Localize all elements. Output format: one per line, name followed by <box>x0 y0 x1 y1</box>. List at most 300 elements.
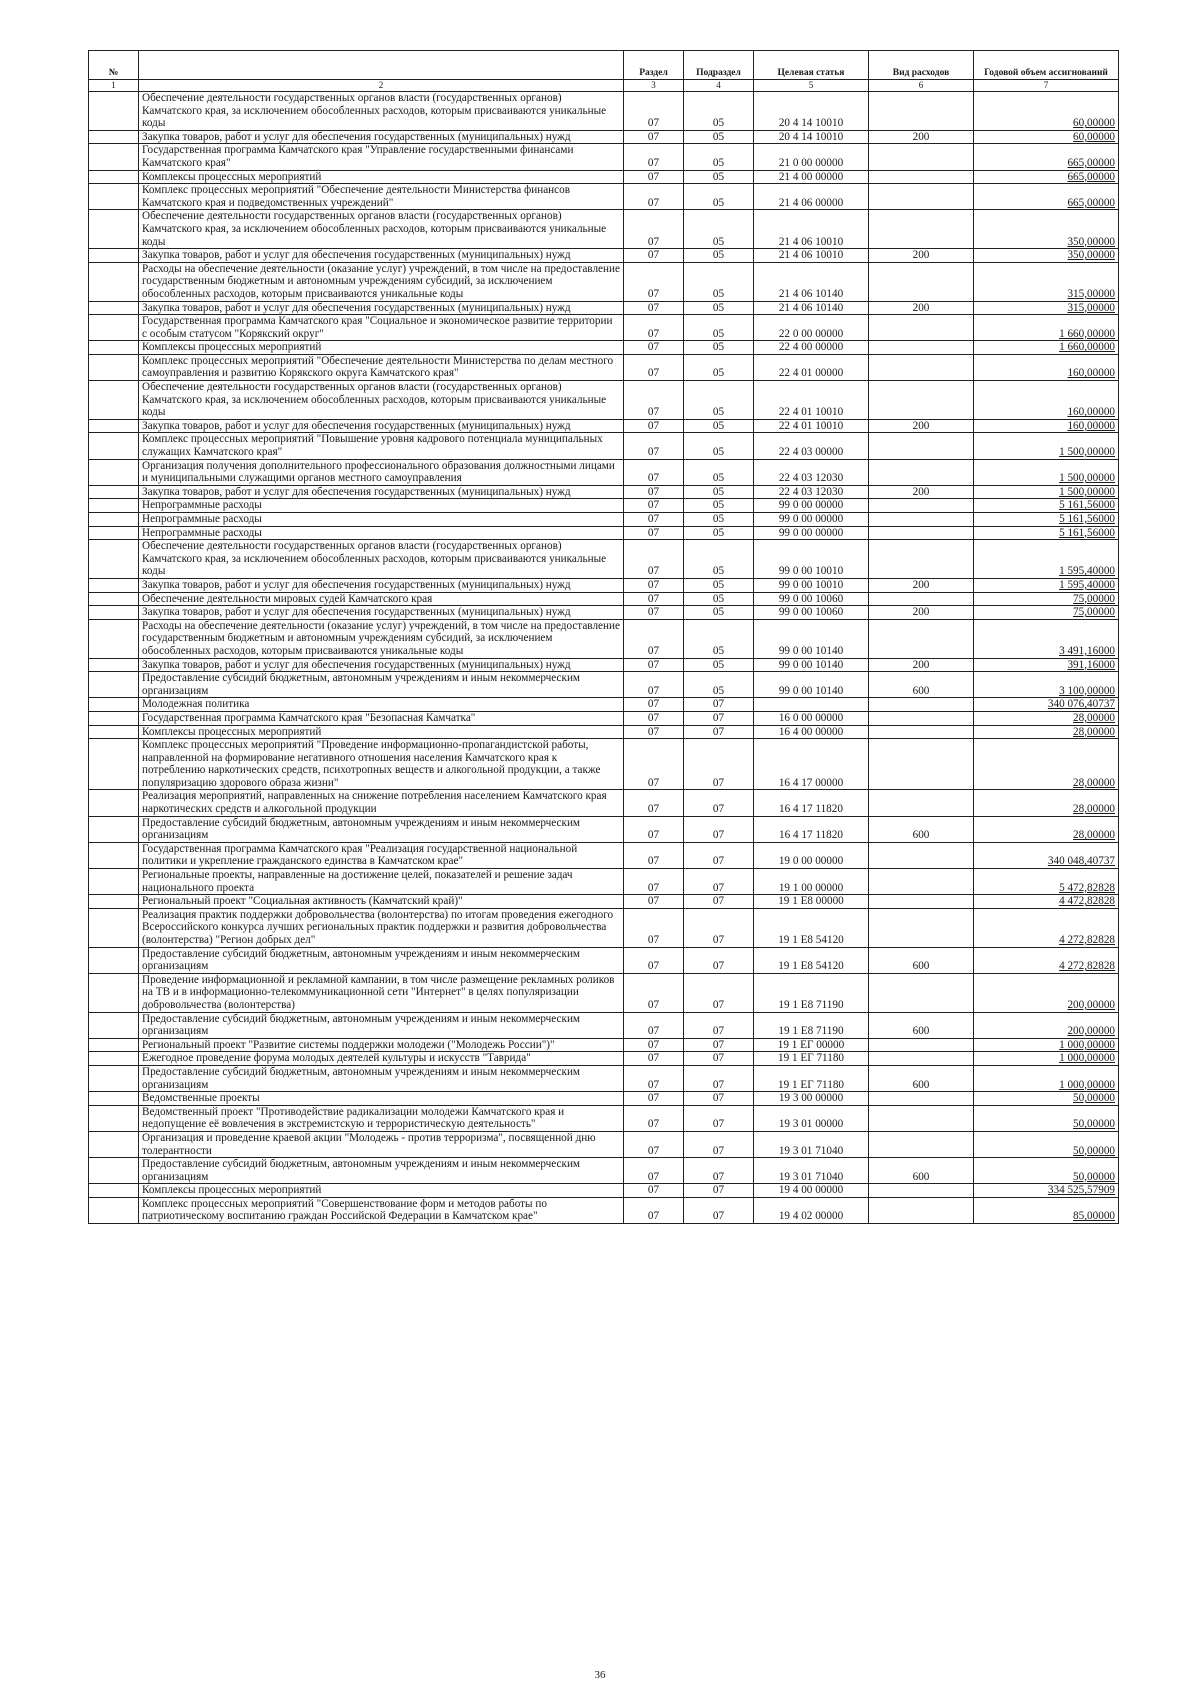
row-amount-cell: 50,00000 <box>974 1105 1119 1131</box>
row-expense-kind-cell <box>869 354 974 380</box>
row-amount-cell: 350,00000 <box>974 249 1119 263</box>
row-section-cell: 07 <box>624 908 684 947</box>
row-subsection-cell: 05 <box>684 419 754 433</box>
table-row <box>89 485 1119 499</box>
table-row <box>89 869 1119 895</box>
row-subsection-cell: 07 <box>684 1052 754 1066</box>
row-expense-kind-cell <box>869 1038 974 1052</box>
row-subsection-cell: 05 <box>684 381 754 420</box>
row-section-cell: 07 <box>624 1038 684 1052</box>
table-row <box>89 499 1119 513</box>
row-subsection-cell: 05 <box>684 210 754 249</box>
row-name-cell: Комплексы процессных мероприятий <box>139 341 624 355</box>
table-row <box>89 341 1119 355</box>
row-expense-kind-cell <box>869 869 974 895</box>
table-row <box>89 619 1119 658</box>
table-row <box>89 842 1119 868</box>
row-section-cell: 07 <box>624 315 684 341</box>
row-section-cell: 07 <box>624 1184 684 1198</box>
row-amount-cell: 1 500,00000 <box>974 459 1119 485</box>
row-name-cell: Закупка товаров, работ и услуг для обеспечения государственных (муниципальных) нужд <box>139 419 624 433</box>
row-section-cell: 07 <box>624 513 684 527</box>
row-amount-cell: 28,00000 <box>974 725 1119 739</box>
row-expense-kind-cell <box>869 170 974 184</box>
row-section-cell: 07 <box>624 592 684 606</box>
row-section-cell: 07 <box>624 1012 684 1038</box>
row-target-article-cell: 22 4 03 12030 <box>754 459 869 485</box>
row-section-cell: 07 <box>624 419 684 433</box>
row-number-cell <box>89 1131 139 1157</box>
row-number-cell <box>89 711 139 725</box>
row-expense-kind-cell: 200 <box>869 419 974 433</box>
row-expense-kind-cell: 200 <box>869 578 974 592</box>
row-subsection-cell: 05 <box>684 606 754 620</box>
row-target-article-cell: 16 4 17 00000 <box>754 739 869 790</box>
row-amount-cell: 75,00000 <box>974 606 1119 620</box>
row-amount-cell: 160,00000 <box>974 354 1119 380</box>
row-name-cell: Организация получения дополнительного профессионального образования должностными лицами и муниципальными служащими органов местного самоуправления <box>139 459 624 485</box>
row-amount-cell: 1 660,00000 <box>974 315 1119 341</box>
table-row <box>89 1065 1119 1091</box>
table-row <box>89 908 1119 947</box>
header-index-7: 7 <box>974 80 1119 92</box>
row-name-cell: Предоставление субсидий бюджетным, автономным учреждениям и иным некоммерческим организациям <box>139 672 624 698</box>
row-name-cell: Государственная программа Камчатского края "Безопасная Камчатка" <box>139 711 624 725</box>
row-target-article-cell: 19 1 E8 00000 <box>754 895 869 909</box>
table-row <box>89 1131 1119 1157</box>
row-subsection-cell: 07 <box>684 1012 754 1038</box>
row-section-cell: 07 <box>624 540 684 579</box>
row-section-cell: 07 <box>624 739 684 790</box>
row-number-cell <box>89 947 139 973</box>
row-subsection-cell: 07 <box>684 725 754 739</box>
row-target-article-cell: 19 1 EГ 00000 <box>754 1038 869 1052</box>
row-subsection-cell: 07 <box>684 1092 754 1106</box>
table-row <box>89 672 1119 698</box>
row-subsection-cell: 07 <box>684 869 754 895</box>
row-subsection-cell: 05 <box>684 540 754 579</box>
row-name-cell: Региональные проекты, направленные на достижение целей, показателей и решение задач национального проекта <box>139 869 624 895</box>
row-name-cell: Непрограммные расходы <box>139 526 624 540</box>
row-name-cell: Реализация практик поддержки добровольчества (волонтерства) по итогам проведения ежегодного Всероссийского конкурса лучших региональных практик поддержки и развития добровольчества (волонтерства) "Регион добрых дел" <box>139 908 624 947</box>
row-expense-kind-cell <box>869 592 974 606</box>
table-row <box>89 170 1119 184</box>
row-target-article-cell: 19 1 EГ 71180 <box>754 1065 869 1091</box>
row-expense-kind-cell <box>869 895 974 909</box>
row-subsection-cell: 05 <box>684 513 754 527</box>
table-row <box>89 513 1119 527</box>
row-number-cell <box>89 499 139 513</box>
row-section-cell: 07 <box>624 658 684 672</box>
table-row <box>89 315 1119 341</box>
row-target-article-cell: 99 0 00 10010 <box>754 540 869 579</box>
row-amount-cell: 28,00000 <box>974 790 1119 816</box>
row-number-cell <box>89 381 139 420</box>
row-subsection-cell: 07 <box>684 1131 754 1157</box>
table-row <box>89 790 1119 816</box>
row-expense-kind-cell <box>869 908 974 947</box>
row-target-article-cell: 21 0 00 00000 <box>754 144 869 170</box>
row-number-cell <box>89 92 139 131</box>
row-section-cell: 07 <box>624 526 684 540</box>
row-name-cell: Ведомственный проект "Противодействие радикализации молодежи Камчатского края и недопущение её вовлечения в экстремистскую и террористическую деятельность" <box>139 1105 624 1131</box>
row-section-cell: 07 <box>624 1105 684 1131</box>
row-name-cell: Молодежная политика <box>139 698 624 712</box>
row-section-cell: 07 <box>624 170 684 184</box>
row-expense-kind-cell: 200 <box>869 301 974 315</box>
row-expense-kind-cell <box>869 711 974 725</box>
row-number-cell <box>89 433 139 459</box>
row-name-cell: Комплексы процессных мероприятий <box>139 1184 624 1198</box>
table-row <box>89 92 1119 131</box>
row-number-cell <box>89 170 139 184</box>
row-name-cell: Обеспечение деятельности государственных органов власти (государственных органов) Камчатского края, за исключением обособленных расходов, которым присваиваются уникальные коды <box>139 540 624 579</box>
row-number-cell <box>89 1105 139 1131</box>
table-row <box>89 354 1119 380</box>
row-expense-kind-cell: 600 <box>869 816 974 842</box>
row-section-cell: 07 <box>624 869 684 895</box>
row-amount-cell: 50,00000 <box>974 1092 1119 1106</box>
row-target-article-cell: 21 4 06 10140 <box>754 262 869 301</box>
row-number-cell <box>89 973 139 1012</box>
row-amount-cell: 75,00000 <box>974 592 1119 606</box>
row-section-cell: 07 <box>624 485 684 499</box>
row-subsection-cell: 05 <box>684 144 754 170</box>
row-number-cell <box>89 592 139 606</box>
row-amount-cell: 4 472,82828 <box>974 895 1119 909</box>
row-target-article-cell: 99 0 00 00000 <box>754 526 869 540</box>
row-name-cell: Комплекс процессных мероприятий "Обеспечение деятельности Министерства финансов Камчатского края и подведомственных учреждений" <box>139 184 624 210</box>
row-name-cell: Обеспечение деятельности государственных органов власти (государственных органов) Камчатского края, за исключением обособленных расходов, которым присваиваются уникальные коды <box>139 210 624 249</box>
row-section-cell: 07 <box>624 895 684 909</box>
row-amount-cell: 665,00000 <box>974 144 1119 170</box>
row-section-cell: 07 <box>624 619 684 658</box>
row-name-cell: Закупка товаров, работ и услуг для обеспечения государственных (муниципальных) нужд <box>139 578 624 592</box>
row-target-article-cell: 19 3 00 00000 <box>754 1092 869 1106</box>
row-name-cell: Непрограммные расходы <box>139 499 624 513</box>
row-name-cell: Проведение информационной и рекламной кампании, в том числе размещение рекламных роликов на ТВ и в информационно-телекоммуникационной сети "Интернет" в целях популяризации добровольчества (волонтерства) <box>139 973 624 1012</box>
row-target-article-cell: 19 1 E8 54120 <box>754 947 869 973</box>
header-index-3: 3 <box>624 80 684 92</box>
row-section-cell: 07 <box>624 1065 684 1091</box>
table-row <box>89 578 1119 592</box>
row-number-cell <box>89 354 139 380</box>
table-row <box>89 739 1119 790</box>
table-row <box>89 711 1119 725</box>
row-amount-cell: 340 076,40737 <box>974 698 1119 712</box>
row-number-cell <box>89 513 139 527</box>
row-target-article-cell: 22 0 00 00000 <box>754 315 869 341</box>
row-amount-cell: 1 595,40000 <box>974 578 1119 592</box>
row-number-cell <box>89 1012 139 1038</box>
row-amount-cell: 160,00000 <box>974 381 1119 420</box>
row-subsection-cell: 05 <box>684 485 754 499</box>
row-subsection-cell: 05 <box>684 341 754 355</box>
row-amount-cell: 5 161,56000 <box>974 513 1119 527</box>
row-amount-cell: 350,00000 <box>974 210 1119 249</box>
row-name-cell: Государственная программа Камчатского края "Социальное и экономическое развитие территории с особым статусом "Корякский округ" <box>139 315 624 341</box>
table-row <box>89 301 1119 315</box>
row-subsection-cell: 07 <box>684 1105 754 1131</box>
row-amount-cell: 665,00000 <box>974 184 1119 210</box>
row-section-cell: 07 <box>624 1158 684 1184</box>
row-subsection-cell: 05 <box>684 459 754 485</box>
row-section-cell: 07 <box>624 341 684 355</box>
row-subsection-cell: 05 <box>684 130 754 144</box>
row-name-cell: Региональный проект "Развитие системы поддержки молодежи ("Молодежь России")" <box>139 1038 624 1052</box>
row-section-cell: 07 <box>624 459 684 485</box>
row-section-cell: 07 <box>624 725 684 739</box>
row-target-article-cell: 22 4 03 12030 <box>754 485 869 499</box>
table-row <box>89 526 1119 540</box>
row-name-cell: Обеспечение деятельности мировых судей Камчатского края <box>139 592 624 606</box>
row-expense-kind-cell: 600 <box>869 1065 974 1091</box>
row-section-cell: 07 <box>624 698 684 712</box>
row-expense-kind-cell <box>869 1131 974 1157</box>
table-row <box>89 895 1119 909</box>
row-subsection-cell: 05 <box>684 262 754 301</box>
row-subsection-cell: 05 <box>684 184 754 210</box>
row-target-article-cell: 19 1 00 00000 <box>754 869 869 895</box>
row-subsection-cell: 05 <box>684 301 754 315</box>
row-target-article-cell: 21 4 06 10010 <box>754 249 869 263</box>
row-expense-kind-cell: 600 <box>869 672 974 698</box>
table-row <box>89 1184 1119 1198</box>
row-target-article-cell: 16 4 17 11820 <box>754 790 869 816</box>
row-number-cell <box>89 184 139 210</box>
header-subsection: Подраздел <box>684 51 754 80</box>
row-section-cell: 07 <box>624 842 684 868</box>
row-amount-cell: 28,00000 <box>974 739 1119 790</box>
row-amount-cell: 60,00000 <box>974 92 1119 131</box>
row-target-article-cell: 19 1 E8 71190 <box>754 1012 869 1038</box>
row-section-cell: 07 <box>624 1092 684 1106</box>
row-number-cell <box>89 249 139 263</box>
row-target-article-cell: 21 4 06 00000 <box>754 184 869 210</box>
row-subsection-cell: 05 <box>684 672 754 698</box>
row-expense-kind-cell <box>869 381 974 420</box>
row-target-article-cell: 99 0 00 10010 <box>754 578 869 592</box>
header-annual-volume: Годовой объем ассигнований <box>974 51 1119 80</box>
row-name-cell: Комплекс процессных мероприятий "Обеспечение деятельности Министерства по делам местного самоуправления и развитию Корякского округа Камчатского края" <box>139 354 624 380</box>
row-subsection-cell: 07 <box>684 947 754 973</box>
row-subsection-cell: 05 <box>684 170 754 184</box>
row-number-cell <box>89 895 139 909</box>
row-amount-cell: 340 048,40737 <box>974 842 1119 868</box>
row-number-cell <box>89 526 139 540</box>
row-subsection-cell: 07 <box>684 1065 754 1091</box>
row-subsection-cell: 05 <box>684 433 754 459</box>
table-row <box>89 249 1119 263</box>
row-target-article-cell: 19 3 01 00000 <box>754 1105 869 1131</box>
table-header <box>89 51 1119 92</box>
row-section-cell: 07 <box>624 578 684 592</box>
row-target-article-cell: 19 0 00 00000 <box>754 842 869 868</box>
table-row <box>89 540 1119 579</box>
row-name-cell: Расходы на обеспечение деятельности (оказание услуг) учреждений, в том числе на предоставление государственным бюджетным и автономным учреждениям субсидий, за исключением обособленных расходов, которым присваиваются уникальные коды <box>139 262 624 301</box>
row-subsection-cell: 05 <box>684 658 754 672</box>
row-expense-kind-cell <box>869 739 974 790</box>
row-expense-kind-cell: 200 <box>869 606 974 620</box>
row-amount-cell: 391,16000 <box>974 658 1119 672</box>
page-number: 36 <box>594 1669 606 1681</box>
row-section-cell: 07 <box>624 499 684 513</box>
row-amount-cell: 160,00000 <box>974 419 1119 433</box>
table-row <box>89 725 1119 739</box>
row-target-article-cell: 99 0 00 00000 <box>754 499 869 513</box>
row-amount-cell: 50,00000 <box>974 1131 1119 1157</box>
row-section-cell: 07 <box>624 301 684 315</box>
row-section-cell: 07 <box>624 130 684 144</box>
header-target-article: Целевая статья <box>754 51 869 80</box>
header-expense-kind: Вид расходов <box>869 51 974 80</box>
budget-table-sheet <box>88 50 1118 1224</box>
row-section-cell: 07 <box>624 262 684 301</box>
row-target-article-cell: 19 1 E8 71190 <box>754 973 869 1012</box>
row-amount-cell: 3 100,00000 <box>974 672 1119 698</box>
row-amount-cell: 60,00000 <box>974 130 1119 144</box>
table-row <box>89 130 1119 144</box>
row-target-article-cell: 16 0 00 00000 <box>754 711 869 725</box>
row-name-cell: Комплексы процессных мероприятий <box>139 170 624 184</box>
row-expense-kind-cell: 600 <box>869 1012 974 1038</box>
row-number-cell <box>89 578 139 592</box>
row-name-cell: Обеспечение деятельности государственных органов власти (государственных органов) Камчатского края, за исключением обособленных расходов, которым присваиваются уникальные коды <box>139 381 624 420</box>
row-target-article-cell: 22 4 01 10010 <box>754 419 869 433</box>
row-subsection-cell: 07 <box>684 1184 754 1198</box>
row-name-cell: Комплекс процессных мероприятий "Совершенствование форм и методов работы по патриотическому воспитанию граждан Российской Федерации в Камчатском крае" <box>139 1197 624 1223</box>
row-number-cell <box>89 790 139 816</box>
row-number-cell <box>89 606 139 620</box>
row-target-article-cell: 21 4 06 10010 <box>754 210 869 249</box>
row-target-article-cell: 99 0 00 10140 <box>754 672 869 698</box>
row-subsection-cell: 05 <box>684 526 754 540</box>
row-expense-kind-cell <box>869 725 974 739</box>
row-section-cell: 07 <box>624 1052 684 1066</box>
row-expense-kind-cell <box>869 184 974 210</box>
row-expense-kind-cell <box>869 459 974 485</box>
row-number-cell <box>89 419 139 433</box>
row-name-cell: Государственная программа Камчатского края "Реализация государственной национальной политики и укрепление гражданского единства в Камчатском крае" <box>139 842 624 868</box>
row-expense-kind-cell <box>869 790 974 816</box>
table-row <box>89 606 1119 620</box>
budget-table <box>88 50 1119 1224</box>
row-number-cell <box>89 1052 139 1066</box>
row-expense-kind-cell: 200 <box>869 658 974 672</box>
header-index-4: 4 <box>684 80 754 92</box>
table-row <box>89 592 1119 606</box>
row-target-article-cell: 99 0 00 10060 <box>754 606 869 620</box>
row-number-cell <box>89 672 139 698</box>
row-amount-cell: 4 272,82828 <box>974 908 1119 947</box>
row-name-cell: Закупка товаров, работ и услуг для обеспечения государственных (муниципальных) нужд <box>139 658 624 672</box>
row-amount-cell: 1 000,00000 <box>974 1065 1119 1091</box>
row-number-cell <box>89 1092 139 1106</box>
row-expense-kind-cell: 200 <box>869 130 974 144</box>
row-expense-kind-cell <box>869 540 974 579</box>
table-row <box>89 1197 1119 1223</box>
row-amount-cell: 1 500,00000 <box>974 485 1119 499</box>
row-subsection-cell: 07 <box>684 1197 754 1223</box>
row-expense-kind-cell <box>869 144 974 170</box>
row-subsection-cell: 07 <box>684 1038 754 1052</box>
row-amount-cell: 85,00000 <box>974 1197 1119 1223</box>
table-row <box>89 433 1119 459</box>
row-section-cell: 07 <box>624 790 684 816</box>
row-subsection-cell: 05 <box>684 619 754 658</box>
row-expense-kind-cell <box>869 526 974 540</box>
row-name-cell: Ежегодное проведение форума молодых деятелей культуры и искусств "Таврида" <box>139 1052 624 1066</box>
table-row <box>89 419 1119 433</box>
row-amount-cell: 200,00000 <box>974 973 1119 1012</box>
table-row <box>89 1105 1119 1131</box>
row-section-cell: 07 <box>624 816 684 842</box>
row-amount-cell: 315,00000 <box>974 262 1119 301</box>
row-expense-kind-cell <box>869 1092 974 1106</box>
row-section-cell: 07 <box>624 1131 684 1157</box>
table-row <box>89 1012 1119 1038</box>
row-number-cell <box>89 816 139 842</box>
row-section-cell: 07 <box>624 249 684 263</box>
row-amount-cell: 665,00000 <box>974 170 1119 184</box>
table-row <box>89 698 1119 712</box>
row-subsection-cell: 05 <box>684 578 754 592</box>
row-expense-kind-cell <box>869 1052 974 1066</box>
row-name-cell: Ведомственные проекты <box>139 1092 624 1106</box>
table-row <box>89 184 1119 210</box>
row-subsection-cell: 05 <box>684 92 754 131</box>
row-amount-cell: 4 272,82828 <box>974 947 1119 973</box>
row-number-cell <box>89 1197 139 1223</box>
row-amount-cell: 28,00000 <box>974 711 1119 725</box>
row-expense-kind-cell: 200 <box>869 249 974 263</box>
row-section-cell: 07 <box>624 947 684 973</box>
row-target-article-cell: 19 1 E8 54120 <box>754 908 869 947</box>
row-subsection-cell: 05 <box>684 592 754 606</box>
row-number-cell <box>89 459 139 485</box>
row-amount-cell: 28,00000 <box>974 816 1119 842</box>
row-target-article-cell: 22 4 03 00000 <box>754 433 869 459</box>
row-expense-kind-cell <box>869 842 974 868</box>
row-amount-cell: 1 000,00000 <box>974 1038 1119 1052</box>
row-number-cell <box>89 301 139 315</box>
row-section-cell: 07 <box>624 1197 684 1223</box>
row-amount-cell: 334 525,57909 <box>974 1184 1119 1198</box>
table-row <box>89 210 1119 249</box>
row-name-cell: Реализация мероприятий, направленных на снижение потребления населением Камчатского края наркотических средств и алкогольной продукции <box>139 790 624 816</box>
row-subsection-cell: 05 <box>684 315 754 341</box>
row-number-cell <box>89 1038 139 1052</box>
row-subsection-cell: 07 <box>684 1158 754 1184</box>
row-number-cell <box>89 144 139 170</box>
row-number-cell <box>89 262 139 301</box>
row-number-cell <box>89 315 139 341</box>
row-target-article-cell: 19 3 01 71040 <box>754 1131 869 1157</box>
row-number-cell <box>89 1184 139 1198</box>
row-section-cell: 07 <box>624 354 684 380</box>
row-number-cell <box>89 1065 139 1091</box>
header-index-2: 2 <box>139 80 624 92</box>
row-number-cell <box>89 1158 139 1184</box>
row-name-cell: Закупка товаров, работ и услуг для обеспечения государственных (муниципальных) нужд <box>139 606 624 620</box>
table-row <box>89 947 1119 973</box>
row-number-cell <box>89 341 139 355</box>
row-subsection-cell: 05 <box>684 354 754 380</box>
row-expense-kind-cell <box>869 92 974 131</box>
row-section-cell: 07 <box>624 381 684 420</box>
row-target-article-cell: 20 4 14 10010 <box>754 130 869 144</box>
row-target-article-cell: 99 0 00 10140 <box>754 658 869 672</box>
